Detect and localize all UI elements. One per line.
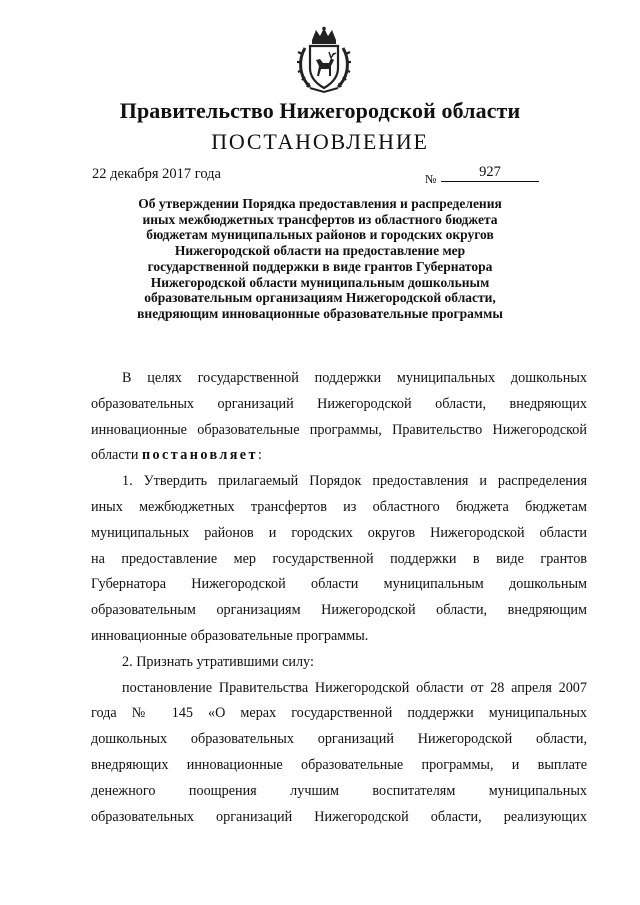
subject-line: иных межбюджетных трансфертов из областного бюджета [142,211,498,227]
body-line: инновационные образовательные программы, Правительство Нижегородской [91,421,587,438]
item-2-heading: 2. Признать утратившими силу: [122,653,314,670]
subject-line: внедряющим инновационные образовательные программы [137,305,503,321]
body-line: денежного поощрения лучшим воспитателям муниципальных [91,782,587,799]
preamble-prefix: области [91,447,142,464]
document-type: ПОСТАНОВЛЕНИЕ [211,129,429,154]
preamble-suffix: : [257,447,262,464]
body-line: инновационные образовательные программы. [91,627,369,644]
body-line: года № 145 «О мерах государственной поддержки муниципальных [91,705,587,722]
subject-line: Нижегородской области муниципальным дошкольным [150,274,490,290]
body-line: образовательных организаций Нижегородской области, внедряющих [91,395,587,412]
preamble-paragraph [91,366,587,469]
decree-date: 22 декабря 2017 года [92,166,221,182]
body-line: образовательных организаций Нижегородской области, реализующих [91,808,587,825]
decree-body [91,366,587,830]
body-line: Губернатора Нижегородской области муниципальным дошкольным [91,576,587,593]
number-sign: № [425,172,437,186]
subject-line: Об утверждении Порядка предоставления и распределения [138,196,502,211]
subject-line: образовательным организациям Нижегородской области, [144,290,496,306]
subject-line: государственной поддержки в виде грантов Губернатора [147,258,493,274]
body-line: постановление Правительства Нижегородской области от 28 апреля 2007 [122,679,587,696]
decree-word: постановляет [141,447,258,464]
body-line: В целях государственной поддержки муниципальных дошкольных [122,370,587,386]
item-2-paragraph [91,650,587,831]
body-line: образовательным организациям Нижегородской области, внедряющим [91,602,587,619]
body-line: дошкольных образовательных организаций Нижегородской области, [91,731,587,748]
body-line: на предоставление мер государственной поддержки в виде грантов [91,550,587,567]
decree-number: 927 [441,163,539,182]
subject-line: бюджетам муниципальных районов и городских округов [146,227,494,243]
subject-line: Нижегородской области на предоставление мер [174,243,466,259]
body-line [91,443,587,469]
item-1-paragraph [91,469,587,650]
body-line: внедряющих инновационные образовательные программы, и выплате [91,756,587,773]
government-title: Правительство Нижегородской области [119,98,521,123]
body-line: 1. Утвердить прилагаемый Порядок предоставления и распределения [122,473,587,490]
coat-of-arms-emblem [296,26,352,94]
body-line: муниципальных районов и городских округов Нижегородской области [91,524,587,541]
body-line: иных межбюджетных трансфертов из областного бюджета бюджетам [91,498,587,515]
decree-subject [88,196,552,322]
